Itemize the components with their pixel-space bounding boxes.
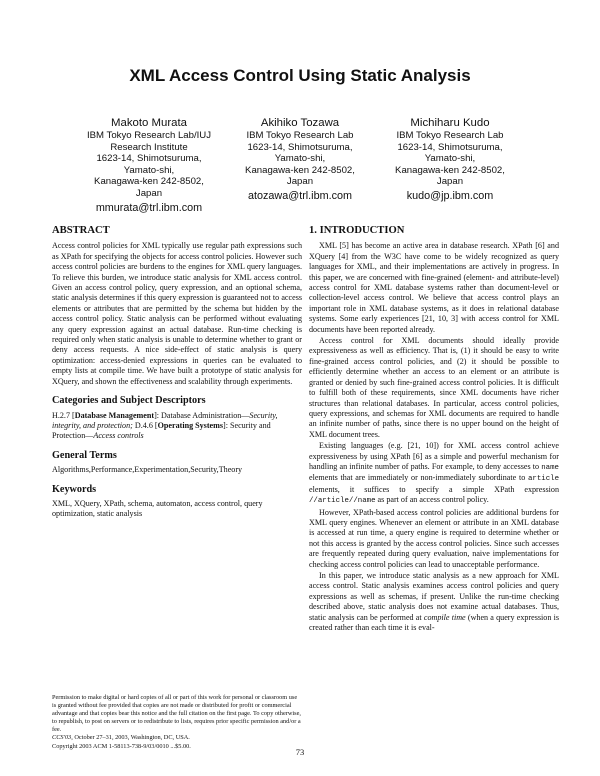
conference-line bbox=[52, 734, 302, 742]
author-email: kudo@jp.ibm.com bbox=[406, 189, 494, 202]
left-column bbox=[52, 226, 302, 520]
text-run: elements, it suffices to specify a simple XPath expression bbox=[309, 484, 559, 494]
text-italic: compile time bbox=[423, 612, 466, 622]
general-terms-heading: General Terms bbox=[52, 449, 117, 461]
affiliation-line: Yamato-shi, bbox=[424, 153, 476, 165]
code-inline: name bbox=[541, 463, 559, 472]
conference-details: October 27–31, 2003, Washington, DC, USA. bbox=[72, 734, 190, 742]
affiliation-line: Japan bbox=[286, 176, 314, 188]
affiliation-line: 1623-14, Shimotsuruma, bbox=[397, 141, 503, 153]
author-block-1 bbox=[74, 116, 224, 215]
affiliation-line: 1623-14, Shimotsuruma, bbox=[96, 153, 202, 165]
paper-title: XML Access Control Using Static Analysis bbox=[129, 66, 471, 85]
author-name: Michiharu Kudo bbox=[410, 117, 490, 129]
permission-text: Permission to make digital or hard copies of all or part of this work for personal or classroom use is granted without fee provided that copies are not made or distributed for profit or commercial advantage and that copies bear this notice and the full citation on the first page. To copy otherwise, to republish, to post on servers or to redistribute to lists, requires prior specific permission and/or a fee. bbox=[52, 694, 301, 734]
general-terms-text: Algorithms,Performance,Experimentation,Security,Theory bbox=[52, 465, 243, 475]
affiliation-line: Japan bbox=[135, 187, 163, 199]
author-block-3 bbox=[375, 116, 525, 203]
text-run: Existing languages (e.g. [21, 10]) for XML access control achieve expressiveness by using XPath [6] as a simple and powerful mechanism for handling an infinite number of paths. For example, to deny accesses to bbox=[309, 441, 559, 471]
keywords-text: XML, XQuery, XPath, schema, automaton, access control, query optimization, static analysis bbox=[52, 498, 263, 519]
affiliation-line: Research Institute bbox=[110, 141, 188, 153]
intro-paragraph: XML [5] has become an active area in database research. XPath [6] and XQuery [4] from the W3C have come to be widely recognized as query languages for XML, and their implementations are actively in progress. In this paper, we are concerned with fine-grained (element- and attribute-level) access control for XML database systems rather than document-level or collection-level access control. We believe that access control plays an important role in XML database systems, as it does in relational database systems. Some early experiences [21, 10, 3] with access control for XML documents have been reported already. bbox=[309, 241, 559, 334]
abstract-heading: ABSTRACT bbox=[52, 225, 110, 236]
abstract-text: Access control policies for XML typically use regular path expressions such as XPath for specifying the objects for access control policies. However such access control policies are burdens to the engines for XML query languages. To relieve this burden, we introduce static analysis for XML access control. Given an access control policy, query expression, and an optional schema, static analysis determines if this query expression is guaranteed not to access elements or attributes that are permitted by the schema but hidden by the access control policy. Static analysis can be performed without evaluating any query expression against an actual database. Run-time checking is required only when static analysis is unable to determine whether to grant or deny access requests. A nice side-effect of static analysis is query optimization: access-denied expressions in queries can be evaluated to empty lists at compile time. We have built a prototype of static analysis for XQuery, and shown the effectiveness and scalability through experiments. bbox=[52, 241, 302, 386]
affiliation-line: Japan bbox=[436, 176, 464, 188]
affiliation-line: 1623-14, Shimotsuruma, bbox=[247, 141, 353, 153]
text-run: (when a query expression is created rather than each time it is eval- bbox=[309, 612, 559, 633]
text-run: In this paper, we introduce static analysis as a new approach for XML access control. Static analysis examines access control policies and query expressions as well as schemas, if present. Unlike the run-time checking described above, static analysis does not examine actual databases. Thus, static analysis can be performed at bbox=[309, 571, 559, 622]
keywords-heading: Keywords bbox=[52, 483, 97, 495]
affiliation-line: Kanagawa-ken 242-8502, bbox=[245, 164, 355, 176]
author-block-2 bbox=[225, 116, 375, 203]
categories-heading: Categories and Subject Descriptors bbox=[52, 395, 206, 407]
affiliation-line: IBM Tokyo Research Lab bbox=[246, 130, 354, 141]
affiliation-line: IBM Tokyo Research Lab/IUJ bbox=[86, 130, 212, 141]
text-run: as part of an access control policy. bbox=[375, 495, 489, 505]
categories-italic: Security, integrity, and protection; bbox=[52, 410, 278, 430]
affiliation-line: Yamato-shi, bbox=[123, 164, 175, 176]
affiliation-line: Kanagawa-ken 242-8502, bbox=[395, 164, 505, 176]
code-inline: article bbox=[527, 475, 559, 484]
categories-text bbox=[52, 411, 302, 442]
categories-bold: Database Management bbox=[74, 410, 155, 420]
copyright-line: Copyright 2003 ACM 1-58113-738-9/03/0010 ...$5.00. bbox=[52, 742, 191, 750]
author-name: Makoto Murata bbox=[111, 117, 187, 129]
page-number: 73 bbox=[295, 747, 305, 757]
right-column bbox=[309, 226, 559, 633]
affiliation-line: Kanagawa-ken 242-8502, bbox=[94, 176, 204, 188]
introduction-heading: 1. INTRODUCTION bbox=[309, 225, 405, 236]
categories-part: ]: Security and Protection— bbox=[52, 420, 271, 441]
author-email: mmurata@trl.ibm.com bbox=[95, 201, 203, 214]
text-run: elements that are immediately or non-immediately subordinate to bbox=[309, 473, 528, 483]
intro-paragraph bbox=[309, 441, 559, 506]
permission-notice bbox=[52, 694, 302, 751]
affiliation-line: Yamato-shi, bbox=[274, 153, 326, 165]
intro-paragraph bbox=[309, 571, 559, 633]
code-inline: //article//name bbox=[309, 497, 376, 506]
categories-part: D.4.6 [ bbox=[132, 420, 158, 430]
intro-paragraph: Access control for XML documents should ideally provide expressiveness as well as efficiency. That is, (1) it should be easy to write fine-grained access control policies, and (2) it should be possible to efficiently determine whether an access to an element or an attribute is granted or denied by such fine-grained access control policies. It is difficult to fulfill both of these requirements, since XML documents have richer structures than relational databases. In particular, access control policies, query expressions, and schemas for XML documents are required to handle an infinite number of paths, since there is no upper bound on the height of XML document trees. bbox=[309, 336, 559, 439]
conference-name: CCS'03, bbox=[52, 734, 73, 742]
categories-part: ]: Database Administration— bbox=[154, 410, 250, 420]
intro-paragraph: However, XPath-based access control policies are additional burdens for XML query engines. Whenever an element or attribute in an XML database is accessed at run time, a query engine is required to determine whether or not this access is granted by the access control policies. Since such accesses are frequently repeated during query evaluation, naive implementations for checking access control policies can lead to unacceptable performance. bbox=[309, 507, 559, 569]
categories-italic: Access controls bbox=[93, 431, 144, 441]
affiliation-line: IBM Tokyo Research Lab bbox=[396, 130, 504, 141]
categories-part: H.2.7 [ bbox=[52, 410, 75, 420]
author-email: atozawa@trl.ibm.com bbox=[248, 189, 352, 202]
author-name: Akihiko Tozawa bbox=[260, 117, 340, 129]
categories-bold: Operating Systems bbox=[157, 420, 224, 430]
